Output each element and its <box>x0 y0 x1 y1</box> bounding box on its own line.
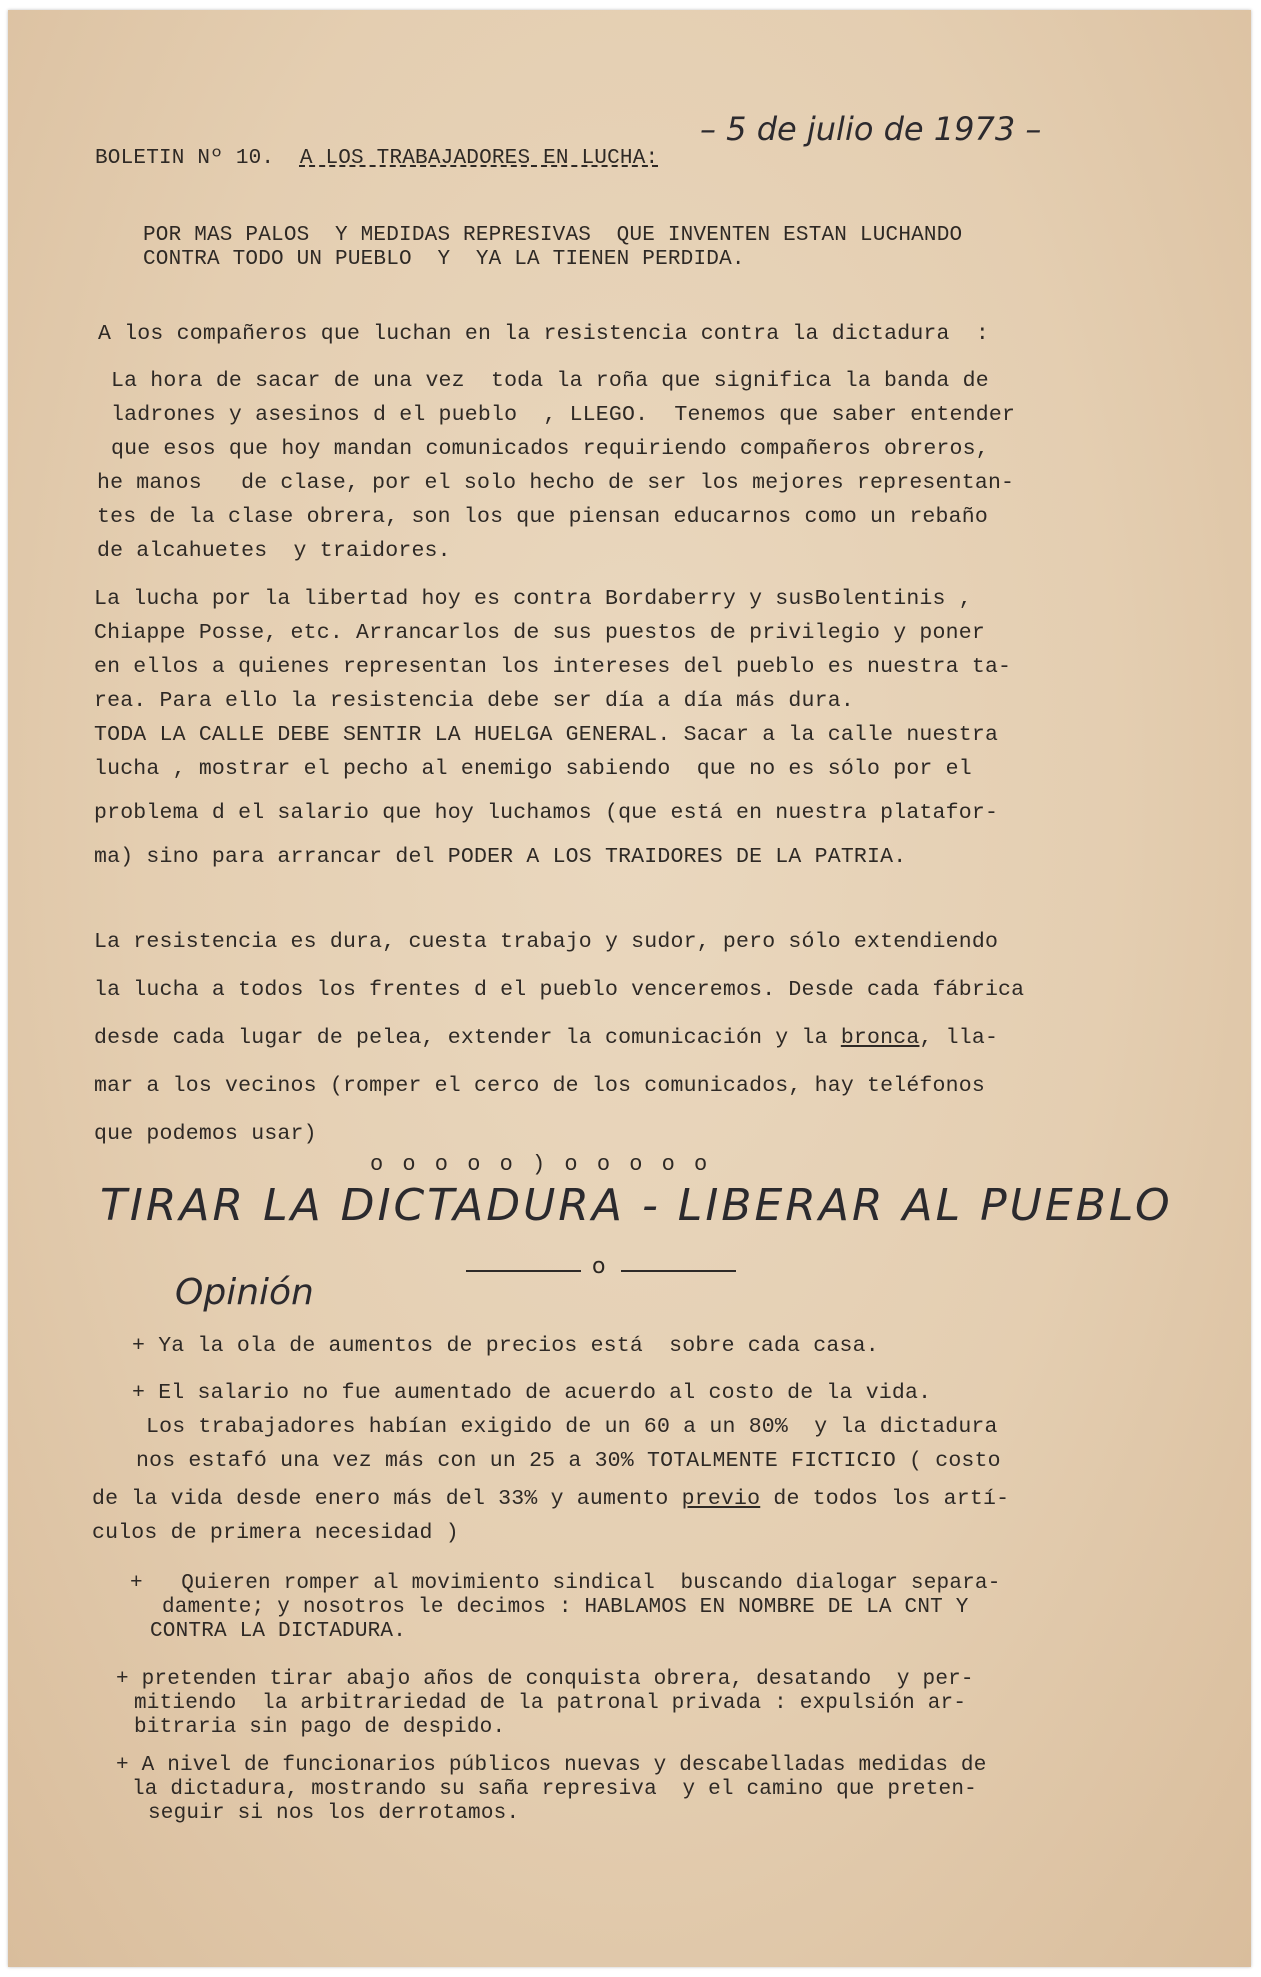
paragraph-1 <box>97 364 1014 568</box>
paragraph-line: mar a los vecinos (romper el cerco de los comunicados, hay teléfonos <box>94 1074 985 1098</box>
paragraph-line: he manos de clase, por el solo hecho de ser los mejores representan- <box>97 471 1015 495</box>
paragraph-line: en ellos a quienes representan los intereses del pueblo es nuestra ta- <box>94 655 1012 679</box>
opinion-line: Los trabajadores habían exigido de un 60 a un 80% y la dictadura <box>146 1415 998 1439</box>
opinion-line: + pretenden tirar abajo años de conquista obrera, desatando y per- <box>116 1668 974 1691</box>
paragraph-line: problema d el salario que hoy luchamos (que está en nuestra platafor- <box>94 801 999 825</box>
bulletin-number: BOLETIN Nº 10. <box>95 147 275 170</box>
paragraph-line: desde cada lugar de pelea, extender la comunicación y la bronca, lla- <box>94 1026 999 1050</box>
paragraph-line: lucha , mostrar el pecho al enemigo sabiendo que no es sólo por el <box>94 757 972 781</box>
underlined-word: previo <box>681 1487 761 1511</box>
opinion-item-2 <box>92 1376 1009 1550</box>
paragraph-3 <box>94 918 1024 1158</box>
paragraph-line: que podemos usar) <box>94 1122 317 1146</box>
opinion-line: damente; y nosotros le decimos : HABLAMOS EN NOMBRE DE LA CNT Y <box>162 1596 969 1619</box>
paragraph-line: La lucha por la libertad hoy es contra Bordaberry y susBolentinis , <box>94 587 972 611</box>
center-divider <box>466 1254 736 1280</box>
opinion-line: + El salario no fue aumentado de acuerdo al costo de la vida. <box>132 1381 932 1405</box>
paragraph-line: que esos que hoy mandan comunicados requiriendo compañeros obreros, <box>111 437 989 461</box>
paragraph-line: La hora de sacar de una vez toda la roña que significa la banda de <box>111 369 989 393</box>
divider-line-left <box>466 1270 581 1272</box>
paragraph-line: tes de la clase obrera, son los que piensan educarnos como un rebaño <box>97 505 988 529</box>
opinion-line: + A nivel de funcionarios públicos nuevas y descabelladas medidas de <box>116 1754 987 1777</box>
opinion-title: Opinión <box>175 1272 314 1313</box>
opinion-item-3 <box>130 1572 1001 1644</box>
opinion-line: la dictadura, mostrando su saña represiva y el camino que preten- <box>132 1778 977 1801</box>
paragraph-line: La resistencia es dura, cuesta trabajo y sudor, pero sólo extendiendo <box>94 930 999 954</box>
paragraph-line: la lucha a todos los frentes d el pueblo venceremos. Desde cada fábrica <box>94 978 1025 1002</box>
opinion-line: nos estafó una vez más con un 25 a 30% TOTALMENTE FICTICIO ( costo <box>136 1449 1001 1473</box>
opinion-item-5 <box>116 1754 987 1826</box>
opinion-line: + Quieren romper al movimiento sindical buscando dialogar separa- <box>130 1572 1001 1595</box>
subheading-line: CONTRA TODO UN PUEBLO Y YA LA TIENEN PERDIDA. <box>143 248 745 271</box>
paragraph-line: rea. Para ello la resistencia debe ser día a día más dura. <box>94 689 854 713</box>
opinion-item-1: + Ya la ola de aumentos de precios está sobre cada casa. <box>132 1334 879 1358</box>
opinion-line: seguir si nos los derrotamos. <box>148 1802 520 1825</box>
greeting: A los compañeros que luchan en la resistencia contra la dictadura : <box>98 322 989 346</box>
subheading-line: POR MAS PALOS Y MEDIDAS REPRESIVAS QUE INVENTEN ESTAN LUCHANDO <box>143 224 963 247</box>
slogan-handwritten: TIRAR LA DICTADURA - LIBERAR AL PUEBLO <box>100 1180 1173 1231</box>
bulletin-heading <box>95 142 658 176</box>
paragraph-line: TODA LA CALLE DEBE SENTIR LA HUELGA GENERAL. Sacar a la calle nuestra <box>94 723 999 747</box>
paragraph-line: ladrones y asesinos d el pueblo , LLEGO. Tenemos que saber entender <box>111 403 1016 427</box>
opinion-line: de la vida desde enero más del 33% y aumento previo de todos los artí- <box>92 1487 1010 1511</box>
divider-circle: o <box>592 1254 606 1279</box>
paragraph-2 <box>94 582 1011 874</box>
opinion-item-4 <box>116 1668 974 1740</box>
paragraph-line: de alcahuetes y traidores. <box>97 539 451 563</box>
paragraph-line: ma) sino para arrancar del PODER A LOS TRAIDORES DE LA PATRIA. <box>94 845 907 869</box>
subheading <box>143 224 962 272</box>
separator-line: o o o o o ) o o o o o <box>370 1152 711 1177</box>
paragraph-line: Chiappe Posse, etc. Arrancarlos de sus puestos de privilegio y poner <box>94 621 985 645</box>
opinion-line: CONTRA LA DICTADURA. <box>150 1620 407 1643</box>
opinion-line: culos de primera necesidad ) <box>92 1521 459 1545</box>
underlined-word: bronca <box>840 1026 920 1050</box>
bulletin-title: A LOS TRABAJADORES EN LUCHA: <box>299 147 659 170</box>
divider-line-right <box>621 1270 736 1272</box>
opinion-line: mitiendo la arbitrariedad de la patronal privada : expulsión ar- <box>134 1692 967 1715</box>
handwritten-date: – 5 de julio de 1973 – <box>700 110 1042 148</box>
opinion-line: bitraria sin pago de despido. <box>134 1716 506 1739</box>
